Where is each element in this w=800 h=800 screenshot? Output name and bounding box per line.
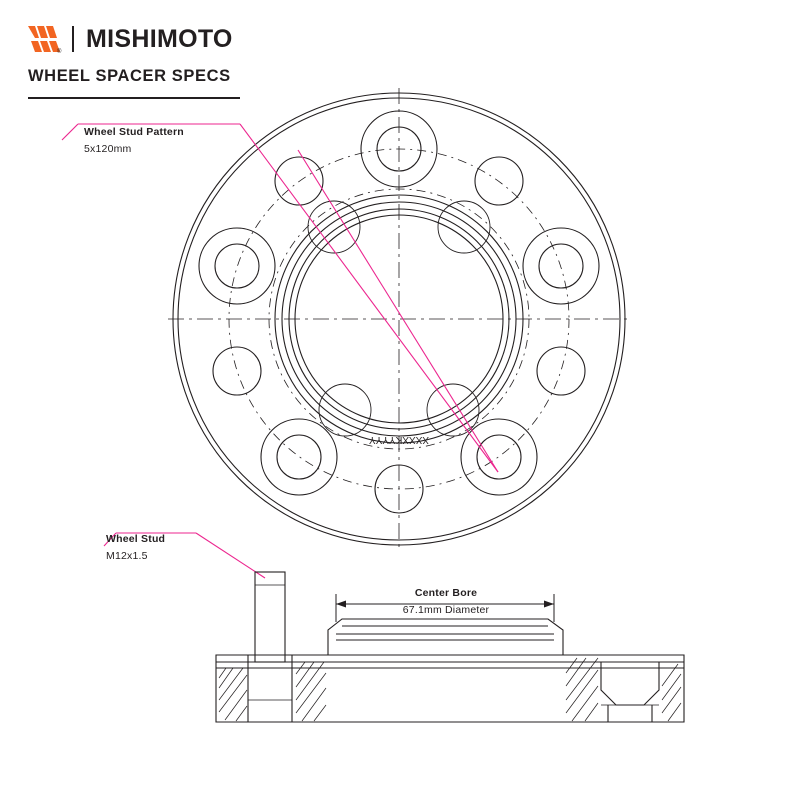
stud-bore-inner [215, 244, 259, 288]
callout-value: 5x120mm [84, 143, 132, 155]
callout-value: 67.1mm Diameter [402, 604, 490, 616]
bore-ring-outer [275, 195, 523, 443]
brand-name: MISHIMOTO [86, 24, 233, 53]
secondary-hole [475, 157, 523, 205]
callout-title: Wheel Stud [106, 533, 166, 545]
section-hatch-mid-left [296, 662, 326, 721]
stud-bore-inner [277, 435, 321, 479]
callout-value: M12x1.5 [106, 550, 148, 562]
page-title: WHEEL SPACER SPECS [28, 67, 231, 85]
front-view [168, 88, 630, 550]
callout-title: Center Bore [414, 587, 478, 599]
stud-pattern-leader [62, 124, 498, 472]
stud-bore-outer [523, 228, 599, 304]
stud-bore-outer [199, 228, 275, 304]
callout-wheel-stud-pattern [84, 126, 184, 155]
callout-wheel-stud [106, 533, 165, 562]
registered-mark: ® [57, 49, 62, 54]
inner-chamfer [319, 384, 371, 436]
center-axis-lines [168, 88, 630, 550]
section-hatch-left [219, 668, 247, 721]
stud-bore-inner [539, 244, 583, 288]
secondary-hole [213, 347, 261, 395]
callout-title: Wheel Stud Pattern [84, 126, 184, 138]
callout-center-bore [340, 587, 552, 616]
engraving-text: XXXXKYYYY [368, 434, 430, 445]
stud-bore-outer [261, 419, 337, 495]
wheel-stud-shank [255, 572, 285, 662]
stud-bore-inner [477, 435, 521, 479]
secondary-hole [537, 347, 585, 395]
